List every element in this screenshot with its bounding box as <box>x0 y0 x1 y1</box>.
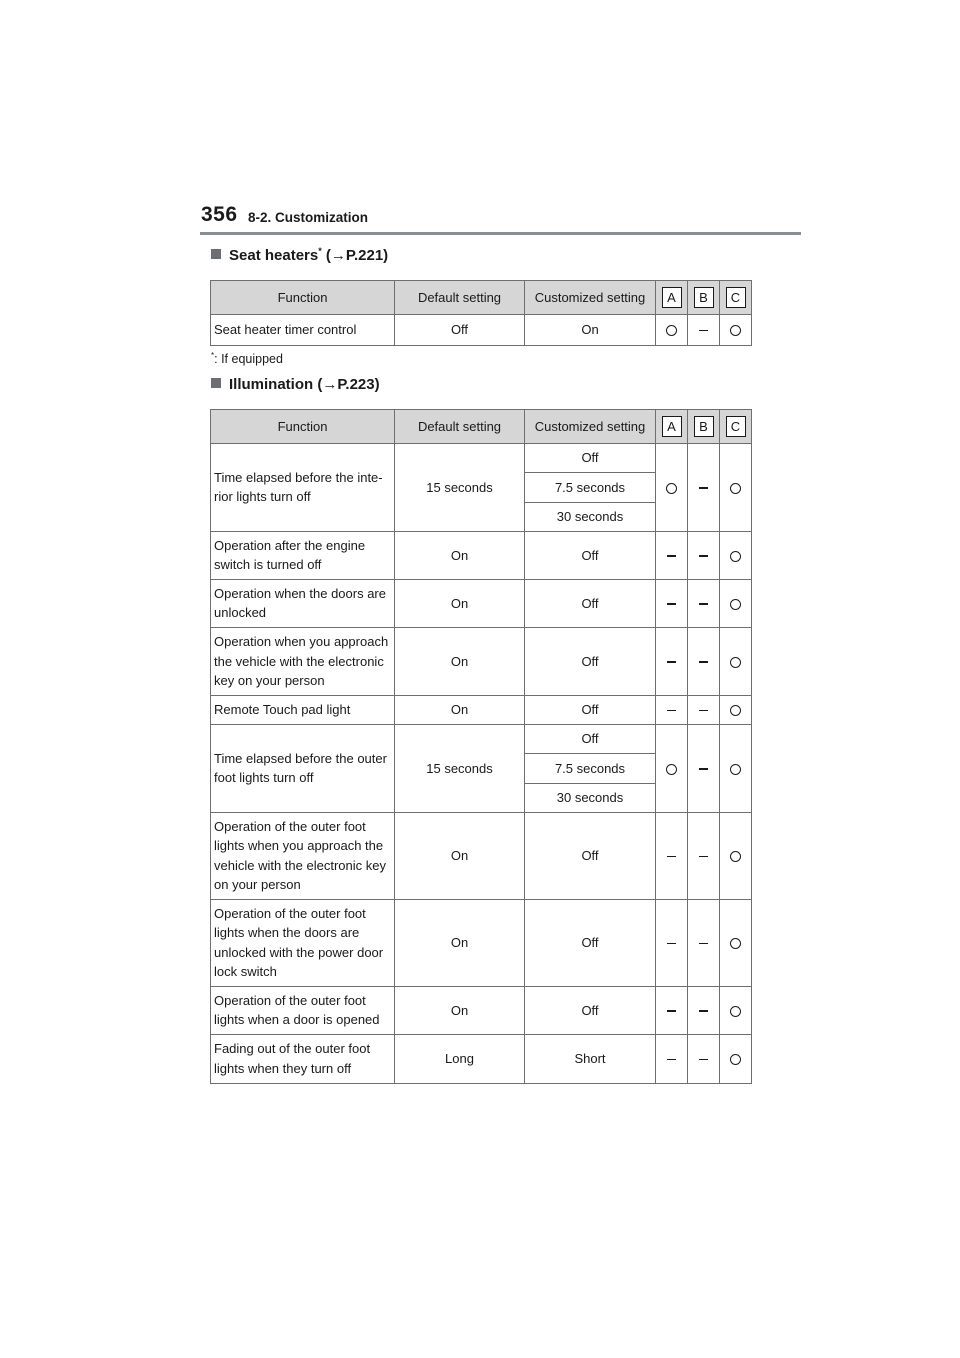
table-row <box>211 444 752 473</box>
column-a-cell <box>656 579 688 627</box>
table-row <box>211 531 752 579</box>
column-c-cell <box>720 315 752 346</box>
default-cell: On <box>395 812 525 899</box>
letter-a-box: A <box>662 416 682 437</box>
circle-icon <box>730 483 741 494</box>
asterisk-mark: * <box>318 246 322 256</box>
customized-cell: Off <box>525 695 656 724</box>
column-a-cell <box>656 627 688 695</box>
function-cell: Operation of the outer foot lights when you approach the vehicle with the electronic key on your person <box>211 812 395 899</box>
default-cell: 15 seconds <box>395 444 525 532</box>
dash-icon <box>699 603 708 604</box>
header-rule <box>200 232 801 235</box>
dash-icon <box>667 856 676 857</box>
column-a-cell <box>656 899 688 986</box>
column-header-c <box>720 281 752 315</box>
column-c-cell <box>720 1034 752 1083</box>
letter-b-box: B <box>694 287 714 308</box>
table-row <box>211 899 752 986</box>
dash-icon <box>699 661 708 662</box>
letter-b-box: B <box>694 416 714 437</box>
table-row <box>211 315 752 346</box>
customized-cell: Off <box>525 899 656 986</box>
footnote <box>211 351 283 366</box>
customized-cell: On <box>525 315 656 346</box>
function-cell: Operation of the outer foot lights when the doors are unlocked with the power door lock switch <box>211 899 395 986</box>
customized-cell: Off <box>525 627 656 695</box>
circle-icon <box>730 551 741 562</box>
column-c-cell <box>720 531 752 579</box>
dash-icon <box>699 555 708 556</box>
column-a-cell <box>656 444 688 532</box>
default-cell: On <box>395 531 525 579</box>
seat-heaters-heading <box>211 246 388 264</box>
function-column-header: Function <box>211 281 395 315</box>
dash-icon <box>699 710 708 711</box>
letter-c-box: C <box>726 416 746 437</box>
column-c-cell <box>720 695 752 724</box>
column-b-cell <box>688 899 720 986</box>
circle-icon <box>730 764 741 775</box>
column-c-cell <box>720 627 752 695</box>
table-row <box>211 724 752 753</box>
column-b-cell <box>688 579 720 627</box>
table-row <box>211 695 752 724</box>
table-row <box>211 579 752 627</box>
bullet-square-icon <box>211 249 221 259</box>
illumination-table <box>210 409 752 1084</box>
seat-heaters-table <box>210 280 752 346</box>
column-b-cell <box>688 695 720 724</box>
dash-icon <box>667 710 676 711</box>
dash-icon <box>667 555 676 556</box>
column-a-cell <box>656 812 688 899</box>
function-cell: Operation when the doors are unlocked <box>211 579 395 627</box>
letter-c-box: C <box>726 287 746 308</box>
default-cell: On <box>395 899 525 986</box>
function-cell: Remote Touch pad light <box>211 695 395 724</box>
column-header-b <box>688 410 720 444</box>
column-a-cell <box>656 695 688 724</box>
default-cell: 15 seconds <box>395 724 525 812</box>
column-header-c <box>720 410 752 444</box>
page-number: 356 <box>201 203 238 226</box>
table-row <box>211 1034 752 1083</box>
column-b-cell <box>688 812 720 899</box>
function-cell: Time elapsed before the inte-rior lights turn off <box>211 444 395 532</box>
function-column-header: Function <box>211 410 395 444</box>
column-b-cell <box>688 986 720 1034</box>
column-a-cell <box>656 531 688 579</box>
column-a-cell <box>656 724 688 812</box>
illumination-heading <box>211 376 380 393</box>
customized-cell: Off <box>525 812 656 899</box>
circle-icon <box>730 851 741 862</box>
bullet-square-icon <box>211 378 221 388</box>
column-header-a <box>656 281 688 315</box>
dash-icon <box>699 1010 708 1011</box>
column-c-cell <box>720 986 752 1034</box>
column-b-cell <box>688 724 720 812</box>
function-cell: Seat heater timer control <box>211 315 395 346</box>
section-title: 8-2. Customization <box>248 210 369 225</box>
function-cell: Time elapsed before the outer foot lights turn off <box>211 724 395 812</box>
column-a-cell <box>656 986 688 1034</box>
customized-setting-column-header: Customized setting <box>525 281 656 315</box>
illumination-heading-text: Illumination (→P.223) <box>229 376 380 393</box>
circle-icon <box>730 938 741 949</box>
customized-option-cell: 7.5 seconds <box>525 754 656 783</box>
footnote-mark: * <box>211 351 215 360</box>
circle-icon <box>730 1054 741 1065</box>
function-cell: Operation after the engine switch is turned off <box>211 531 395 579</box>
letter-a-box: A <box>662 287 682 308</box>
footnote-text: : If equipped <box>214 352 283 367</box>
customized-cell: Off <box>525 531 656 579</box>
column-c-cell <box>720 812 752 899</box>
function-cell: Operation of the outer foot lights when a door is opened <box>211 986 395 1034</box>
customized-cell: Off <box>525 986 656 1034</box>
dash-icon <box>699 330 708 331</box>
table-row <box>211 812 752 899</box>
column-b-cell <box>688 627 720 695</box>
column-c-cell <box>720 724 752 812</box>
dash-icon <box>699 768 708 769</box>
column-c-cell <box>720 444 752 532</box>
default-cell: On <box>395 579 525 627</box>
default-setting-column-header: Default setting <box>395 410 525 444</box>
default-cell: Long <box>395 1034 525 1083</box>
table-header-row <box>211 410 752 444</box>
dash-icon <box>699 487 708 488</box>
table-header-row <box>211 281 752 315</box>
customized-setting-column-header: Customized setting <box>525 410 656 444</box>
default-cell: On <box>395 695 525 724</box>
column-b-cell <box>688 315 720 346</box>
customized-option-cell: 30 seconds <box>525 502 656 531</box>
dash-icon <box>667 661 676 662</box>
default-cell: Off <box>395 315 525 346</box>
column-b-cell <box>688 1034 720 1083</box>
circle-icon <box>666 764 677 775</box>
column-header-a <box>656 410 688 444</box>
circle-icon <box>730 599 741 610</box>
column-c-cell <box>720 579 752 627</box>
default-setting-column-header: Default setting <box>395 281 525 315</box>
dash-icon <box>667 943 676 944</box>
customized-option-cell: Off <box>525 724 656 753</box>
table-row <box>211 627 752 695</box>
column-b-cell <box>688 444 720 532</box>
default-cell: On <box>395 627 525 695</box>
circle-icon <box>730 1006 741 1017</box>
circle-icon <box>730 705 741 716</box>
circle-icon <box>666 325 677 336</box>
dash-icon <box>667 1010 676 1011</box>
column-c-cell <box>720 899 752 986</box>
column-b-cell <box>688 531 720 579</box>
customized-option-cell: 30 seconds <box>525 783 656 812</box>
seat-heaters-page-ref: (→P.221) <box>321 247 389 264</box>
dash-icon <box>667 603 676 604</box>
default-cell: On <box>395 986 525 1034</box>
customized-option-cell: 7.5 seconds <box>525 473 656 502</box>
circle-icon <box>730 325 741 336</box>
column-a-cell <box>656 1034 688 1083</box>
function-cell: Fading out of the outer foot lights when they turn off <box>211 1034 395 1083</box>
customized-cell: Off <box>525 579 656 627</box>
customized-option-cell: Off <box>525 444 656 473</box>
column-header-b <box>688 281 720 315</box>
customized-cell: Short <box>525 1034 656 1083</box>
circle-icon <box>666 483 677 494</box>
dash-icon <box>667 1059 676 1060</box>
column-a-cell <box>656 315 688 346</box>
circle-icon <box>730 657 741 668</box>
dash-icon <box>699 1059 708 1060</box>
function-cell: Operation when you approach the vehicle with the electronic key on your person <box>211 627 395 695</box>
dash-icon <box>699 943 708 944</box>
seat-heaters-heading-text: Seat heaters <box>229 247 319 264</box>
dash-icon <box>699 856 708 857</box>
table-row <box>211 986 752 1034</box>
